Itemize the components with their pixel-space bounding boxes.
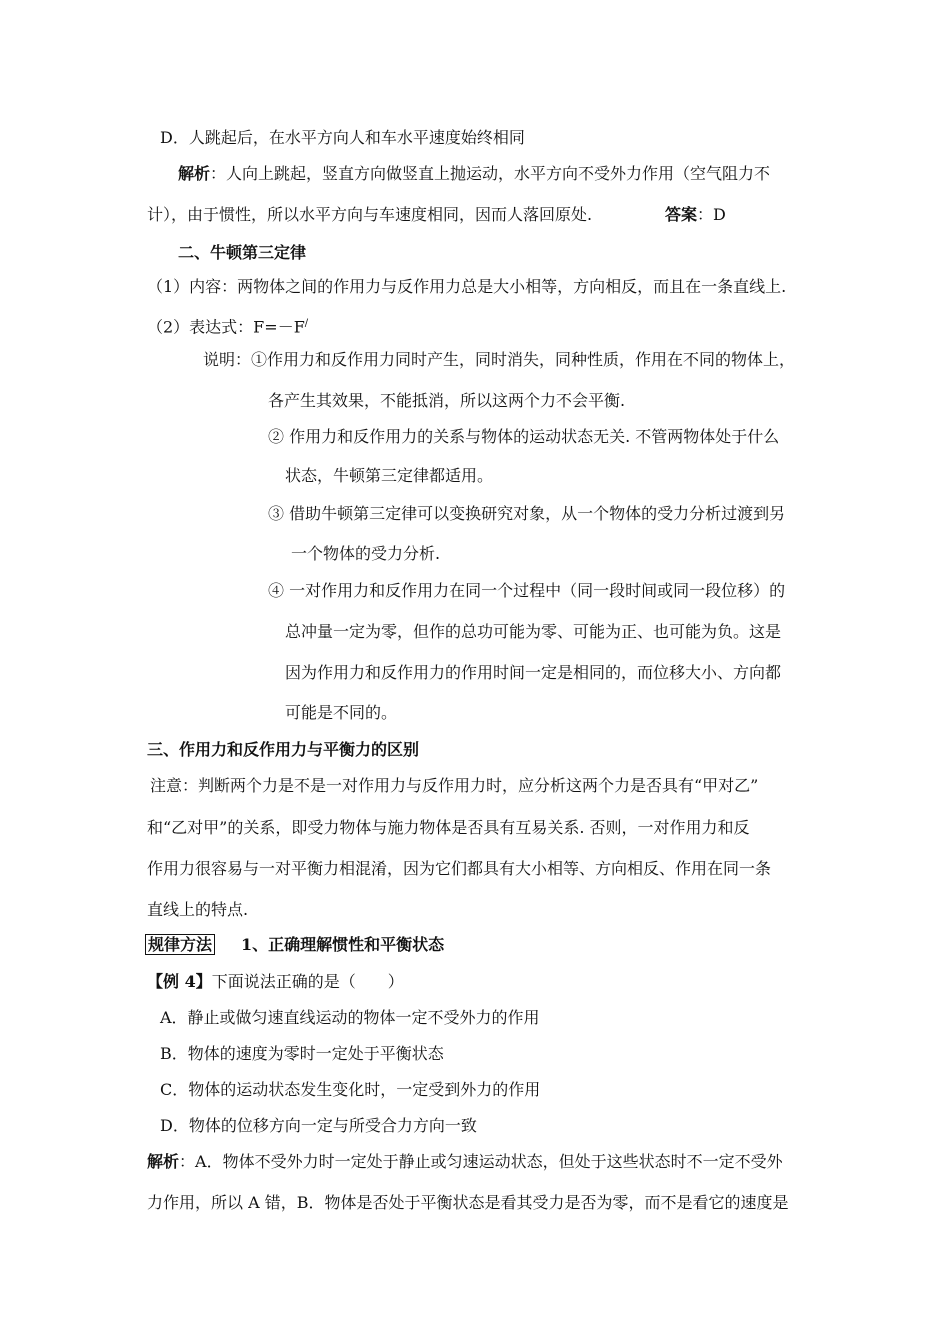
note-1-line-1: 说明：①作用力和反作用力同时产生，同时消失，同种性质，作用在不同的物体上， xyxy=(203,350,796,369)
note-4-line-1: ④ 一对作用力和反作用力在同一个过程中（同一段时间或同一段位移）的 xyxy=(268,581,786,600)
option-d: D．人跳起后，在水平方向人和车水平速度始终相同 xyxy=(160,128,525,147)
option-a: A．静止或做匀速直线运动的物体一定不受外力的作用 xyxy=(160,1008,540,1027)
attention-line-3: 作用力很容易与一对平衡力相混淆，因为它们都具有大小相等、方向相反、作用在同一条 xyxy=(147,859,772,878)
method-heading: 1、正确理解惯性和平衡状态 xyxy=(241,935,445,954)
note-3-line-2: 一个物体的受力分析. xyxy=(291,544,441,563)
answer-value: ：D xyxy=(697,205,726,224)
attention-line-1: 注意：判断两个力是不是一对作用力与反作用力时，应分析这两个力是否具有“甲对乙” xyxy=(150,776,759,795)
analysis-paragraph-2-cont: 力作用，所以 A 错，B．物体是否处于平衡状态是看其受力是否为零，而不是看它的速度是 xyxy=(147,1193,789,1212)
analysis-paragraph-1 xyxy=(178,164,770,184)
analysis-2-text: ：A．物体不受外力时一定处于静止或匀速运动状态，但处于这些状态时不一定不受外 xyxy=(179,1152,783,1171)
example-4-question xyxy=(147,972,404,992)
attention-line-4: 直线上的特点. xyxy=(147,900,249,919)
attention-line-2: 和“乙对甲”的关系，即受力物体与施力物体是否具有互易关系. 否则，一对作用力和反 xyxy=(147,818,750,837)
answer xyxy=(665,205,726,225)
law-content: （1）内容：两物体之间的作用力与反作用力总是大小相等，方向相反，而且在一条直线上. xyxy=(147,277,787,296)
note-3-line-1: ③ 借助牛顿第三定律可以变换研究对象，从一个物体的受力分析过渡到另 xyxy=(268,504,786,523)
analysis-text-cont: 计），由于惯性，所以水平方向与车速度相同，因而人落回原处. xyxy=(147,205,593,224)
expression-text: （2）表达式：F=－F xyxy=(147,317,305,337)
method-heading-line xyxy=(145,935,444,955)
note-4-line-2: 总冲量一定为零，但作的总功可能为零、可能为正、也可能为负。这是 xyxy=(285,622,782,641)
note-1-line-2: 各产生其效果，不能抵消，所以这两个力不会平衡. xyxy=(268,391,626,410)
example-label: 【例 4】 xyxy=(147,972,212,991)
analysis-paragraph-2 xyxy=(147,1152,783,1172)
answer-label: 答案 xyxy=(665,205,698,224)
example-question: 下面说法正确的是（ ） xyxy=(211,972,404,991)
prime-mark: / xyxy=(304,318,309,329)
note-4-line-4: 可能是不同的。 xyxy=(285,703,398,722)
method-box-label: 规律方法 xyxy=(145,934,215,955)
section-heading-difference: 三、作用力和反作用力与平衡力的区别 xyxy=(147,740,420,759)
note-4-line-3: 因为作用力和反作用力的作用时间一定是相同的，而位移大小、方向都 xyxy=(285,663,782,682)
note-2-line-1: ② 作用力和反作用力的关系与物体的运动状态无关. 不管两物体处于什么 xyxy=(268,427,780,446)
analysis-paragraph-1-cont xyxy=(147,205,592,225)
section-heading-newton-third-law: 二、牛顿第三定律 xyxy=(178,243,307,262)
option-c: C．物体的运动状态发生变化时，一定受到外力的作用 xyxy=(160,1080,541,1099)
note-2-line-2: 状态，牛顿第三定律都适用。 xyxy=(285,466,494,485)
option-b: B．物体的速度为零时一定处于平衡状态 xyxy=(160,1044,444,1063)
analysis-text: ：人向上跳起，竖直方向做竖直上抛运动，水平方向不受外力作用（空气阻力不 xyxy=(210,164,771,183)
analysis-label: 解析 xyxy=(178,164,211,183)
law-expression xyxy=(147,314,308,337)
analysis-2-label: 解析 xyxy=(147,1152,180,1171)
option-d-example: D．物体的位移方向一定与所受合力方向一致 xyxy=(160,1116,477,1135)
